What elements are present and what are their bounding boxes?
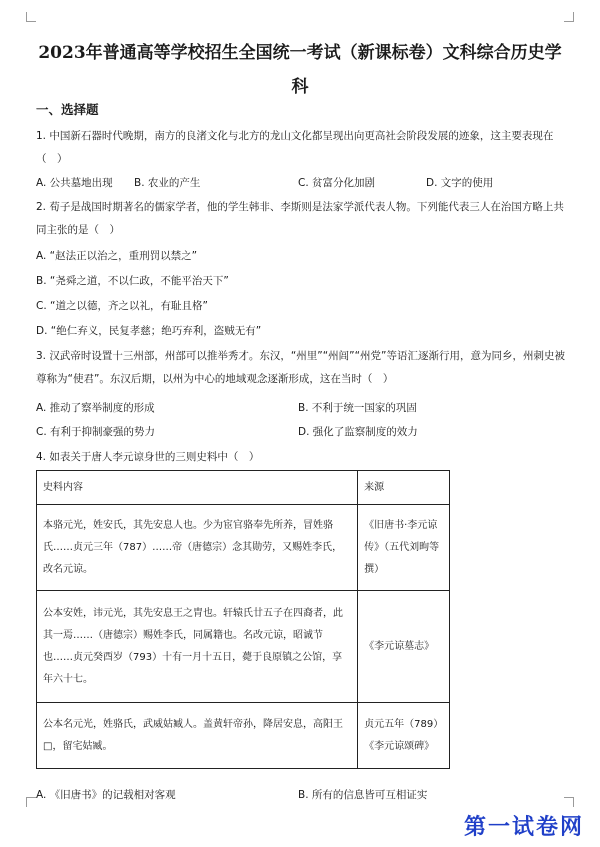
option-c[interactable]: C. 有利于抑制豪强的势力 xyxy=(36,426,156,438)
question-3-options-row-1 xyxy=(36,397,572,420)
table-row xyxy=(37,591,450,703)
table-header-cell: 史料内容 xyxy=(37,471,358,505)
option-a[interactable]: A. “赵法正以治之，重刑罚以禁之” xyxy=(36,250,198,262)
question-2-stem: 2. 荀子是战国时期著名的儒家学者，他的学生韩非、李斯则是法家学派代表人物。下列能代表三人在治国方略上共同主张的是（ ） xyxy=(36,201,564,236)
option-c[interactable]: C. “道之以德，齐之以礼，有耻且格” xyxy=(36,300,208,312)
option-b[interactable]: B. “尧舜之道，不以仁政，不能平治天下” xyxy=(36,275,229,287)
option-b[interactable]: B. 所有的信息皆可互相证实 xyxy=(298,789,428,801)
table-row xyxy=(37,703,450,769)
question-1-options xyxy=(36,172,572,195)
option-a[interactable]: A. 推动了察举制度的形成 xyxy=(36,402,155,414)
section-heading: 一、选择题 xyxy=(36,102,99,117)
page-corner-mark xyxy=(564,12,574,22)
question-3-options-row-2 xyxy=(36,421,572,444)
source-table xyxy=(36,470,450,769)
table-cell-source: 《旧唐书·李元谅传》（五代刘昫等撰） xyxy=(358,505,450,591)
option-a[interactable]: A. 《旧唐书》的记载相对客观 xyxy=(36,789,176,801)
option-d[interactable]: D. 文字的使用 xyxy=(426,177,494,189)
question-4-stem: 4. 如表关于唐人李元谅身世的三则史料中（ ） xyxy=(36,451,260,463)
option-d[interactable]: D. 强化了监察制度的效力 xyxy=(298,426,418,438)
page-corner-mark xyxy=(26,797,36,807)
table-cell-source: 《李元谅墓志》 xyxy=(358,591,450,703)
question-3-stem: 3. 汉武帝时设置十三州部，州部可以推举秀才。东汉，“州里”“州闾”“州党”等语汇逐渐行用，意为同乡，州刺史被尊称为“使君”。东汉后期，以州为中心的地域观念逐渐形成，这在当时（ ） xyxy=(36,350,565,385)
option-b[interactable]: B. 不利于统一国家的巩固 xyxy=(298,402,417,414)
question-1-stem: 1. 中国新石器时代晚期，南方的良渚文化与北方的龙山文化都呈现出向更高社会阶段发展的迹象，这主要表现在（ ） xyxy=(36,130,554,165)
option-c[interactable]: C. 贫富分化加剧 xyxy=(298,177,376,189)
table-cell-content: 本骆元光，姓安氏，其先安息人也。少为宦官骆奉先所养，冒姓骆氏……贞元三年（787）……帝（唐德宗）念其勋劳，又赐姓李氏，改名元谅。 xyxy=(37,505,358,591)
option-b[interactable]: B. 农业的产生 xyxy=(134,177,201,189)
page-corner-mark xyxy=(26,12,36,22)
table-header-cell: 来源 xyxy=(358,471,450,505)
table-header-row xyxy=(37,471,450,505)
table-cell-source: 贞元五年（789）《李元谅颂碑》 xyxy=(358,703,450,769)
table-row xyxy=(37,505,450,591)
table-cell-content: 公本名元光，姓骆氏，武威姑臧人。盖黄轩帝孙，降居安息，高阳王□，留宅姑臧。 xyxy=(37,703,358,769)
page-title: 2023年普通高等学校招生全国统一考试（新课标卷）文科综合历史学科 xyxy=(38,43,562,97)
table-cell-content: 公本安姓，讳元光，其先安息王之胄也。轩辕氏廿五子在四裔者，此其一焉……（唐德宗）赐姓李氏，同属籍也。名改元谅，昭诚节也……贞元癸酉岁（793）十有一月十五日，薨于良原镇之公馆，享年六十七。 xyxy=(37,591,358,703)
option-d[interactable]: D. “绝仁弃义，民复孝慈；绝巧弃利，盗贼无有” xyxy=(36,325,262,337)
question-4-options xyxy=(36,784,572,807)
option-a[interactable]: A. 公共墓地出现 xyxy=(36,177,113,189)
site-watermark: 第一试卷网 xyxy=(463,814,584,840)
